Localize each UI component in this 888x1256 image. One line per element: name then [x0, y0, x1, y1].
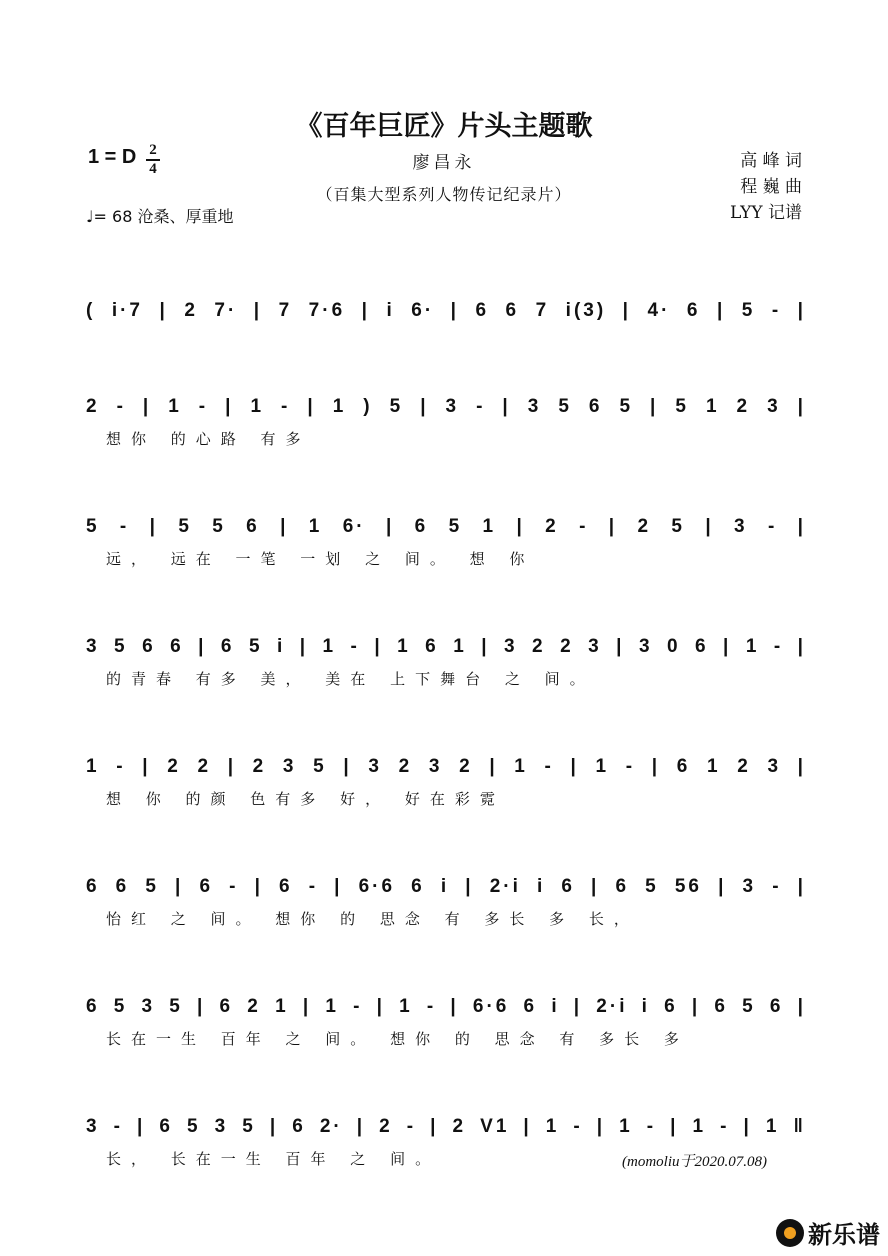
lyricist: 高 峰 词 — [740, 151, 802, 171]
lyrics-line: 长在一生 百年 之 间。 想你 的 思念 有 多长 多 — [106, 1030, 689, 1048]
time-top: 2 — [149, 142, 157, 158]
score-row — [86, 516, 806, 569]
site-logo[interactable] — [776, 1215, 880, 1250]
vinyl-disc-icon — [776, 1219, 804, 1247]
notation-line: 1 - | 2 2 | 2 3 5 | 3 2 3 2 | 1 - | 1 - | 6 1 2 3 | — [86, 756, 806, 777]
score-row — [86, 756, 806, 809]
notation-line: 6 6 5 | 6 - | 6 - | 6·6 6 i | 2·i i 6 | 6 5 56 | 3 - | — [86, 876, 806, 897]
lyrics-line: 怡红 之 间。 想你 的 思念 有 多长 多 长， — [106, 910, 639, 928]
logo-text: 新乐谱 — [808, 1221, 880, 1249]
lyrics-line: 的青春 有多 美， 美在 上下舞台 之 间。 — [106, 670, 595, 688]
score-row — [86, 396, 806, 449]
singer: 廖昌永 — [412, 153, 476, 173]
score-row — [86, 636, 806, 689]
transcriber: LYY 记谱 — [729, 203, 802, 223]
time-bottom: 4 — [149, 161, 157, 177]
notation-line: 3 - | 6 5 3 5 | 6 2· | 2 - | 2 V1 | 1 - | 1 - | 1 - | 1 ‖ — [86, 1116, 806, 1137]
credits — [700, 148, 802, 226]
composer: 程 巍 曲 — [740, 177, 802, 197]
lyrics-line: 长， 长在一生 百年 之 间。 — [106, 1150, 441, 1168]
song-title: 《百年巨匠》片头主题歌 — [295, 111, 593, 142]
notation-line: 2 - | 1 - | 1 - | 1 ) 5 | 3 - | 3 5 6 5 | 5 1 2 3 | — [86, 396, 806, 417]
lyrics-line: 想你 的心路 有多 — [106, 430, 311, 448]
key-signature: 1 = D — [88, 146, 137, 168]
lyrics-line: 远， 远在 一笔 一划 之 间。 想 你 — [106, 550, 535, 568]
score-row — [86, 876, 806, 929]
transcription-signature: (momoliu于2020.07.08) — [622, 1154, 767, 1170]
score-row — [86, 300, 806, 332]
notation-line: 5 - | 5 5 6 | 1 6· | 6 5 1 | 2 - | 2 5 | 3 - | — [86, 516, 806, 537]
notation-line: ( i·7 | 2 7· | 7 7·6 | i 6· | 6 6 7 i(3) | 4· 6 | 5 - | — [86, 300, 806, 321]
subtitle: （百集大型系列人物传记纪录片） — [316, 185, 572, 204]
score-row — [86, 996, 806, 1049]
notation-line: 3 5 6 6 | 6 5 i | 1 - | 1 6 1 | 3 2 2 3 | 3 0 6 | 1 - | — [86, 636, 806, 657]
notation-line: 6 5 3 5 | 6 2 1 | 1 - | 1 - | 6·6 6 i | 2·i i 6 | 6 5 6 | — [86, 996, 806, 1017]
lyrics-line: 想 你 的颜 色有多 好， 好在彩霓 — [106, 790, 505, 808]
tempo-marking: ♩= 68 沧桑、厚重地 — [86, 207, 234, 226]
